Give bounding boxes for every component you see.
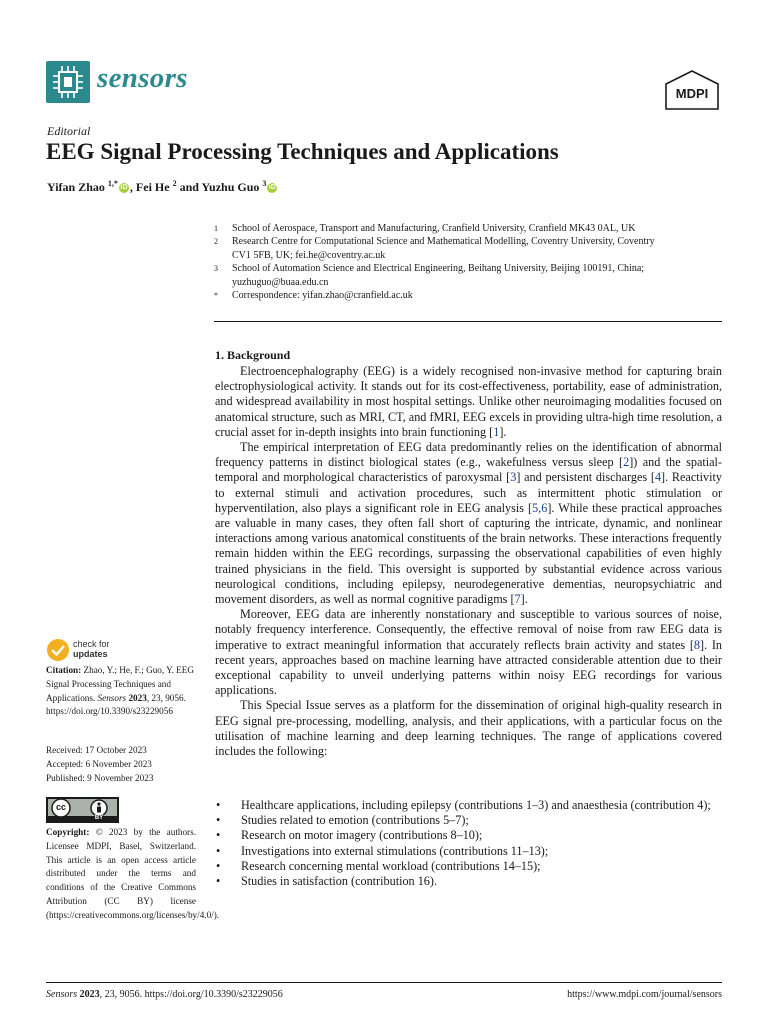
footer-citation: Sensors 2023, 23, 9056. https://doi.org/10.3390/s23229056 xyxy=(46,989,283,1000)
journal-logo xyxy=(46,61,90,103)
paragraph: Electroencephalography (EEG) is a widely recognised non-invasive method for capturing brain electrophysiological activity. It stands out for its cost-effectiveness, portability, ease of administration, and widespread availability in most hospital settings. Unlike other neuroimaging modalities focused on anatomical structure, such as MRI, CT, and fMRI, EEG excels in providing ultra-high time resolution, a crucial asset for in-depth insights into brain functioning [1]. xyxy=(215,364,722,439)
footer-journal-link[interactable]: https://www.mdpi.com/journal/sensors xyxy=(567,989,722,1000)
paragraph: Moreover, EEG data are inherently nonstationary and susceptible to various sources of noise, notably frequency interference. Consequently, the effective removal of noise from raw EEG data is imperative to extract meaningful information that accurately reflects brain activity and states [8]. In recent years, approaches based on machine learning have attracted considerable attention due to their exceptional capability to unveil underlying patterns within noisy EEG recordings for various applications. xyxy=(215,607,722,698)
author-conjunction: and xyxy=(179,180,199,194)
list-item: • Studies related to emotion (contributions 5–7); xyxy=(215,813,722,828)
applications-list xyxy=(215,798,722,889)
footer-divider xyxy=(46,982,722,983)
copyright-notice: Copyright: © 2023 by the authors. Licensee MDPI, Basel, Switzerland. This article is an open access article distributed under the terms and conditions of the Creative Commons Attribution (CC BY) license (https://creativecommons.org/licenses/by/4.0/). xyxy=(46,827,220,920)
citation-link[interactable]: 8 xyxy=(693,637,701,652)
author-affiliation-mark: 3 xyxy=(262,179,267,188)
affiliation-mark: 3 xyxy=(214,264,218,273)
cc-by-license-badge[interactable] xyxy=(46,797,119,823)
author-name[interactable]: Yifan Zhao xyxy=(47,180,105,194)
list-item: • Investigations into external stimulations (contributions 11–13); xyxy=(215,844,722,859)
list-item: • Healthcare applications, including epilepsy (contributions 1–3) and anaesthesia (contribution 4); xyxy=(215,798,722,813)
body-text xyxy=(215,364,722,759)
author-affiliation-mark: 1,* xyxy=(107,179,118,188)
paragraph: The empirical interpretation of EEG data predominantly relies on the identification of abnormal frequency patterns in distinct biological states (e.g., wakefulness versus sleep [2]) and the spatial-temporal and morphological characteristics of paroxysmal [3] and persistent discharges [4]. Reactivity to external stimuli and activation procedures, such as intermittent photic stimulation or hyperventilation, also plays a significant role in EEG analysis [5,6]. While these practical approaches are valuable in many cases, they often fall short of capturing the intricate, dynamic, and nonlinear interactions among various anatomical constituents of the brain networks. These interactions frequently remain hidden within the EEG recordings, surpassing the observational capabilities of even highly trained physicians in the field. This oversight is supported by substantial evidence across various neurological conditions, including epilepsy, neurodegenerative dementias, neuropsychiatric and movement disorders, as well as normal cognitive paradigms [7]. xyxy=(215,440,723,607)
author-name[interactable]: Yuzhu Guo xyxy=(201,180,260,194)
orcid-icon[interactable]: iD xyxy=(268,184,276,192)
list-item: • Research concerning mental workload (contributions 14–15); xyxy=(215,859,722,874)
correspondence: Correspondence: yifan.zhao@cranfield.ac.uk xyxy=(232,290,413,301)
section-divider xyxy=(214,321,722,322)
accepted-date: Accepted: 6 November 2023 xyxy=(46,759,152,769)
section-heading: 1. Background xyxy=(215,348,291,362)
orcid-icon[interactable]: iD xyxy=(120,184,128,192)
check-updates-label: check for xyxy=(73,639,110,649)
check-updates-icon xyxy=(46,638,70,662)
author-list: Yifan Zhao $^{1,*}$ iD , Fei He $^2$ and Yuzhu Guo $^3$ iD xyxy=(47,179,276,194)
article-title: EEG Signal Processing Techniques and Applications xyxy=(46,139,559,164)
journal-name: sensors xyxy=(97,62,188,94)
received-date: Received: 17 October 2023 xyxy=(46,745,147,755)
cc-icon: cc xyxy=(55,802,66,812)
citation-link[interactable]: 5,6 xyxy=(532,500,548,515)
affiliation-text: School of Automation Science and Electrical Engineering, Beihang University, Beijing 100191, China; yuzhuguo@buaa.edu.cn xyxy=(232,263,645,288)
list-item: • Studies in satisfaction (contribution 16). xyxy=(215,874,722,889)
check-updates-label: updates xyxy=(73,649,108,659)
citation-link[interactable]: 4 xyxy=(654,470,662,485)
article-type: Editorial xyxy=(47,124,91,138)
check-for-updates-button[interactable] xyxy=(46,638,136,662)
citation-link[interactable]: 7 xyxy=(514,592,521,607)
citation-link[interactable]: 1 xyxy=(493,424,500,439)
publisher-name: MDPI xyxy=(675,86,709,101)
citation-link[interactable]: 3 xyxy=(510,470,517,485)
affiliation-mark: 2 xyxy=(214,237,218,246)
published-date: Published: 9 November 2023 xyxy=(46,773,154,783)
mdpi-logo xyxy=(664,70,720,110)
citation-link[interactable]: 2 xyxy=(623,455,630,470)
citation-block: Citation: Zhao, Y.; He, F.; Guo, Y. EEG Signal Processing Techniques and Applications. Sensors 2023, 23, 9056. https://doi.org/10.3390/s23229056 xyxy=(46,665,195,717)
affiliation-text: School of Aerospace, Transport and Manufacturing, Cranfield University, Cranfield MK43 0AL, UK xyxy=(232,223,636,234)
list-item: • Research on motor imagery (contributions 8–10); xyxy=(215,828,722,843)
author-name[interactable]: Fei He xyxy=(135,180,170,194)
affiliation-mark: 1 xyxy=(214,224,218,233)
affiliation-mark: * xyxy=(214,291,218,300)
affiliation-text: Research Centre for Computational Science and Mathematical Modelling, Coventry University, Coventry CV1 5FB, UK; fei.he@coventry.ac.uk xyxy=(232,236,655,261)
author-affiliation-mark: 2 xyxy=(172,179,177,188)
cc-by-label: BY xyxy=(94,815,104,821)
paragraph: This Special Issue serves as a platform for the dissemination of original high-quality research in EEG signal pre-processing, modelling, analysis, and their applications, with a particular focus on the utilisation of machine learning and deep learning techniques. The range of applications covered includes the following: xyxy=(215,698,722,759)
